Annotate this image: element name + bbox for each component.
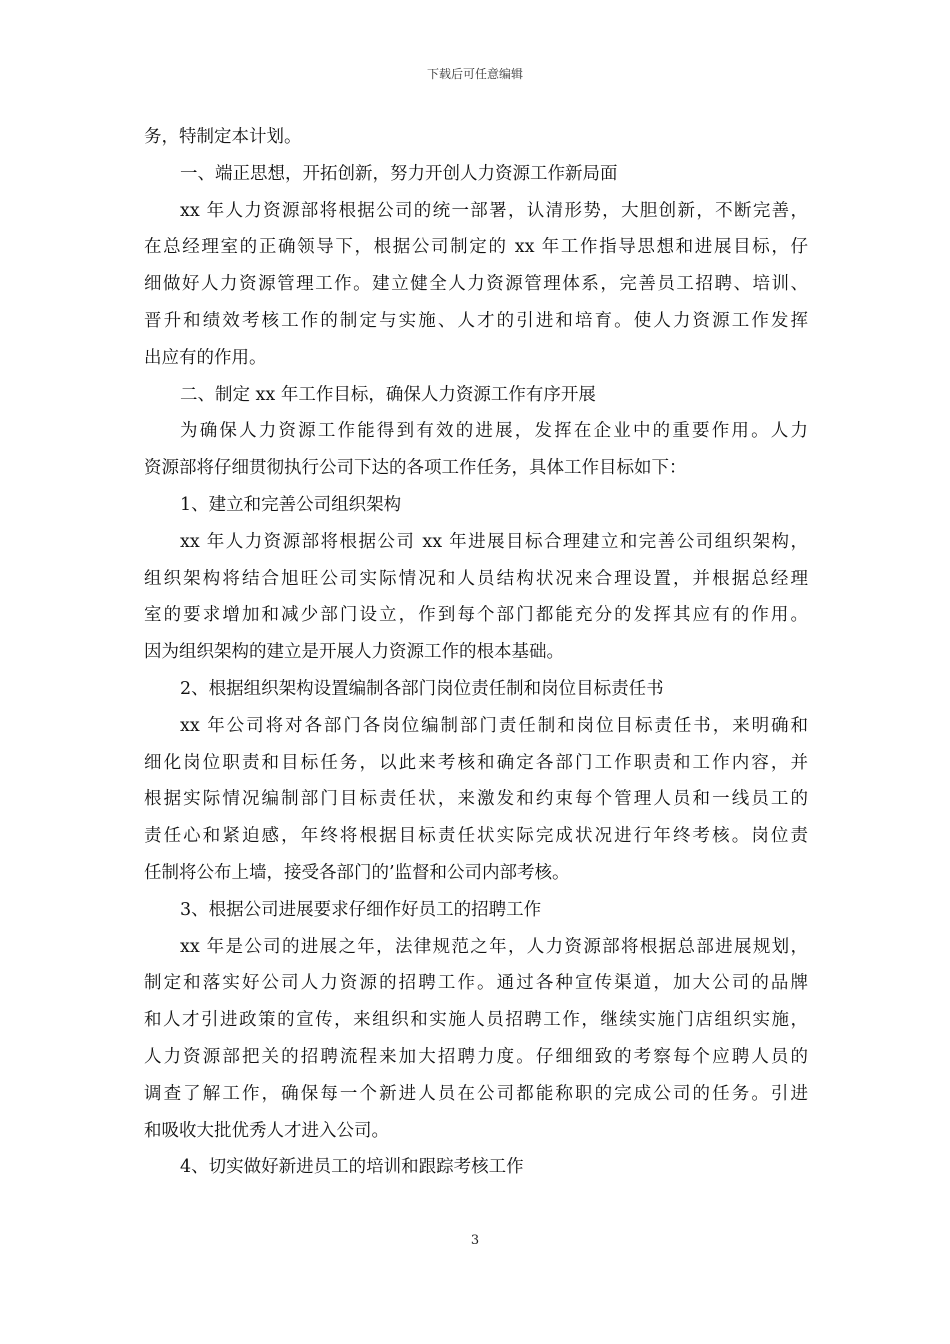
text-line: 4、切实做好新进员工的培训和跟踪考核工作 xyxy=(180,1157,524,1178)
text-line: 二、制定 xx 年工作目标，确保人力资源工作有序开展 xyxy=(180,384,596,405)
text-line: 出应有的作用。 xyxy=(144,347,267,368)
text-line: xx 年公司将对各部门各岗位编制部门责任制和岗位目标责任书，来明确和 xyxy=(180,715,808,736)
text-line: 细化岗位职责和目标任务，以此来考核和确定各部门工作职责和工作内容，并 xyxy=(144,752,808,773)
text-line: 2、根据组织架构设置编制各部门岗位责任制和岗位目标责任书 xyxy=(180,678,664,699)
document-body xyxy=(144,119,808,1186)
page-header: 下载后可任意编辑 xyxy=(426,67,523,81)
text-line: 1、建立和完善公司组织架构 xyxy=(180,494,402,515)
text-line: 人力资源部把关的招聘流程来加大招聘力度。仔细细致的考察每个应聘人员的 xyxy=(144,1046,808,1067)
page-number: 3 xyxy=(470,1233,480,1248)
text-line: 在总经理室的正确领导下，根据公司制定的 xx 年工作指导思想和进展目标，仔 xyxy=(144,237,808,258)
text-line: 调查了解工作，确保每一个新进人员在公司都能称职的完成公司的任务。引进 xyxy=(144,1083,808,1104)
text-line: 细做好人力资源管理工作。建立健全人力资源管理体系，完善员工招聘、培训、 xyxy=(144,274,808,295)
text-line: xx 年是公司的进展之年，法律规范之年，人力资源部将根据总部进展规划， xyxy=(180,936,808,957)
text-line: xx 年人力资源部将根据公司的统一部署，认清形势，大胆创新，不断完善， xyxy=(180,200,808,221)
text-line: 组织架构将结合旭旺公司实际情况和人员结构状况来合理设置，并根据总经理 xyxy=(144,568,808,589)
text-line: 和人才引进政策的宣传，来组织和实施人员招聘工作，继续实施门店组织实施， xyxy=(144,1010,808,1031)
text-line: 为确保人力资源工作能得到有效的进展，发挥在企业中的重要作用。人力 xyxy=(180,421,808,442)
text-line: 制定和落实好公司人力资源的招聘工作。通过各种宣传渠道，加大公司的品牌 xyxy=(144,973,808,994)
text-line: 因为组织架构的建立是开展人力资源工作的根本基础。 xyxy=(144,642,564,663)
text-line: 责任心和紧迫感，年终将根据目标责任状实际完成状况进行年终考核。岗位责 xyxy=(144,826,808,847)
text-line: xx 年人力资源部将根据公司 xx 年进展目标合理建立和完善公司组织架构， xyxy=(180,531,808,552)
text-line: 室的要求增加和减少部门设立，作到每个部门都能充分的发挥其应有的作用。 xyxy=(144,605,808,626)
text-line: 和吸收大批优秀人才进入公司。 xyxy=(144,1120,389,1141)
text-line: 资源部将仔细贯彻执行公司下达的各项工作任务，具体工作目标如下： xyxy=(144,458,687,479)
text-line: 一、端正思想，开拓创新，努力开创人力资源工作新局面 xyxy=(180,163,618,184)
text-line: 务，特制定本计划。 xyxy=(144,127,302,147)
text-line: 任制将公布上墙，接受各部门的’监督和公司内部考核。 xyxy=(144,862,570,883)
text-line: 根据实际情况编制部门目标责任状，来激发和约束每个管理人员和一线员工的 xyxy=(144,789,808,810)
text-line: 晋升和绩效考核工作的制定与实施、人才的引进和培育。使人力资源工作发挥 xyxy=(144,310,808,331)
text-line: 3、根据公司进展要求仔细作好员工的招聘工作 xyxy=(180,899,542,920)
